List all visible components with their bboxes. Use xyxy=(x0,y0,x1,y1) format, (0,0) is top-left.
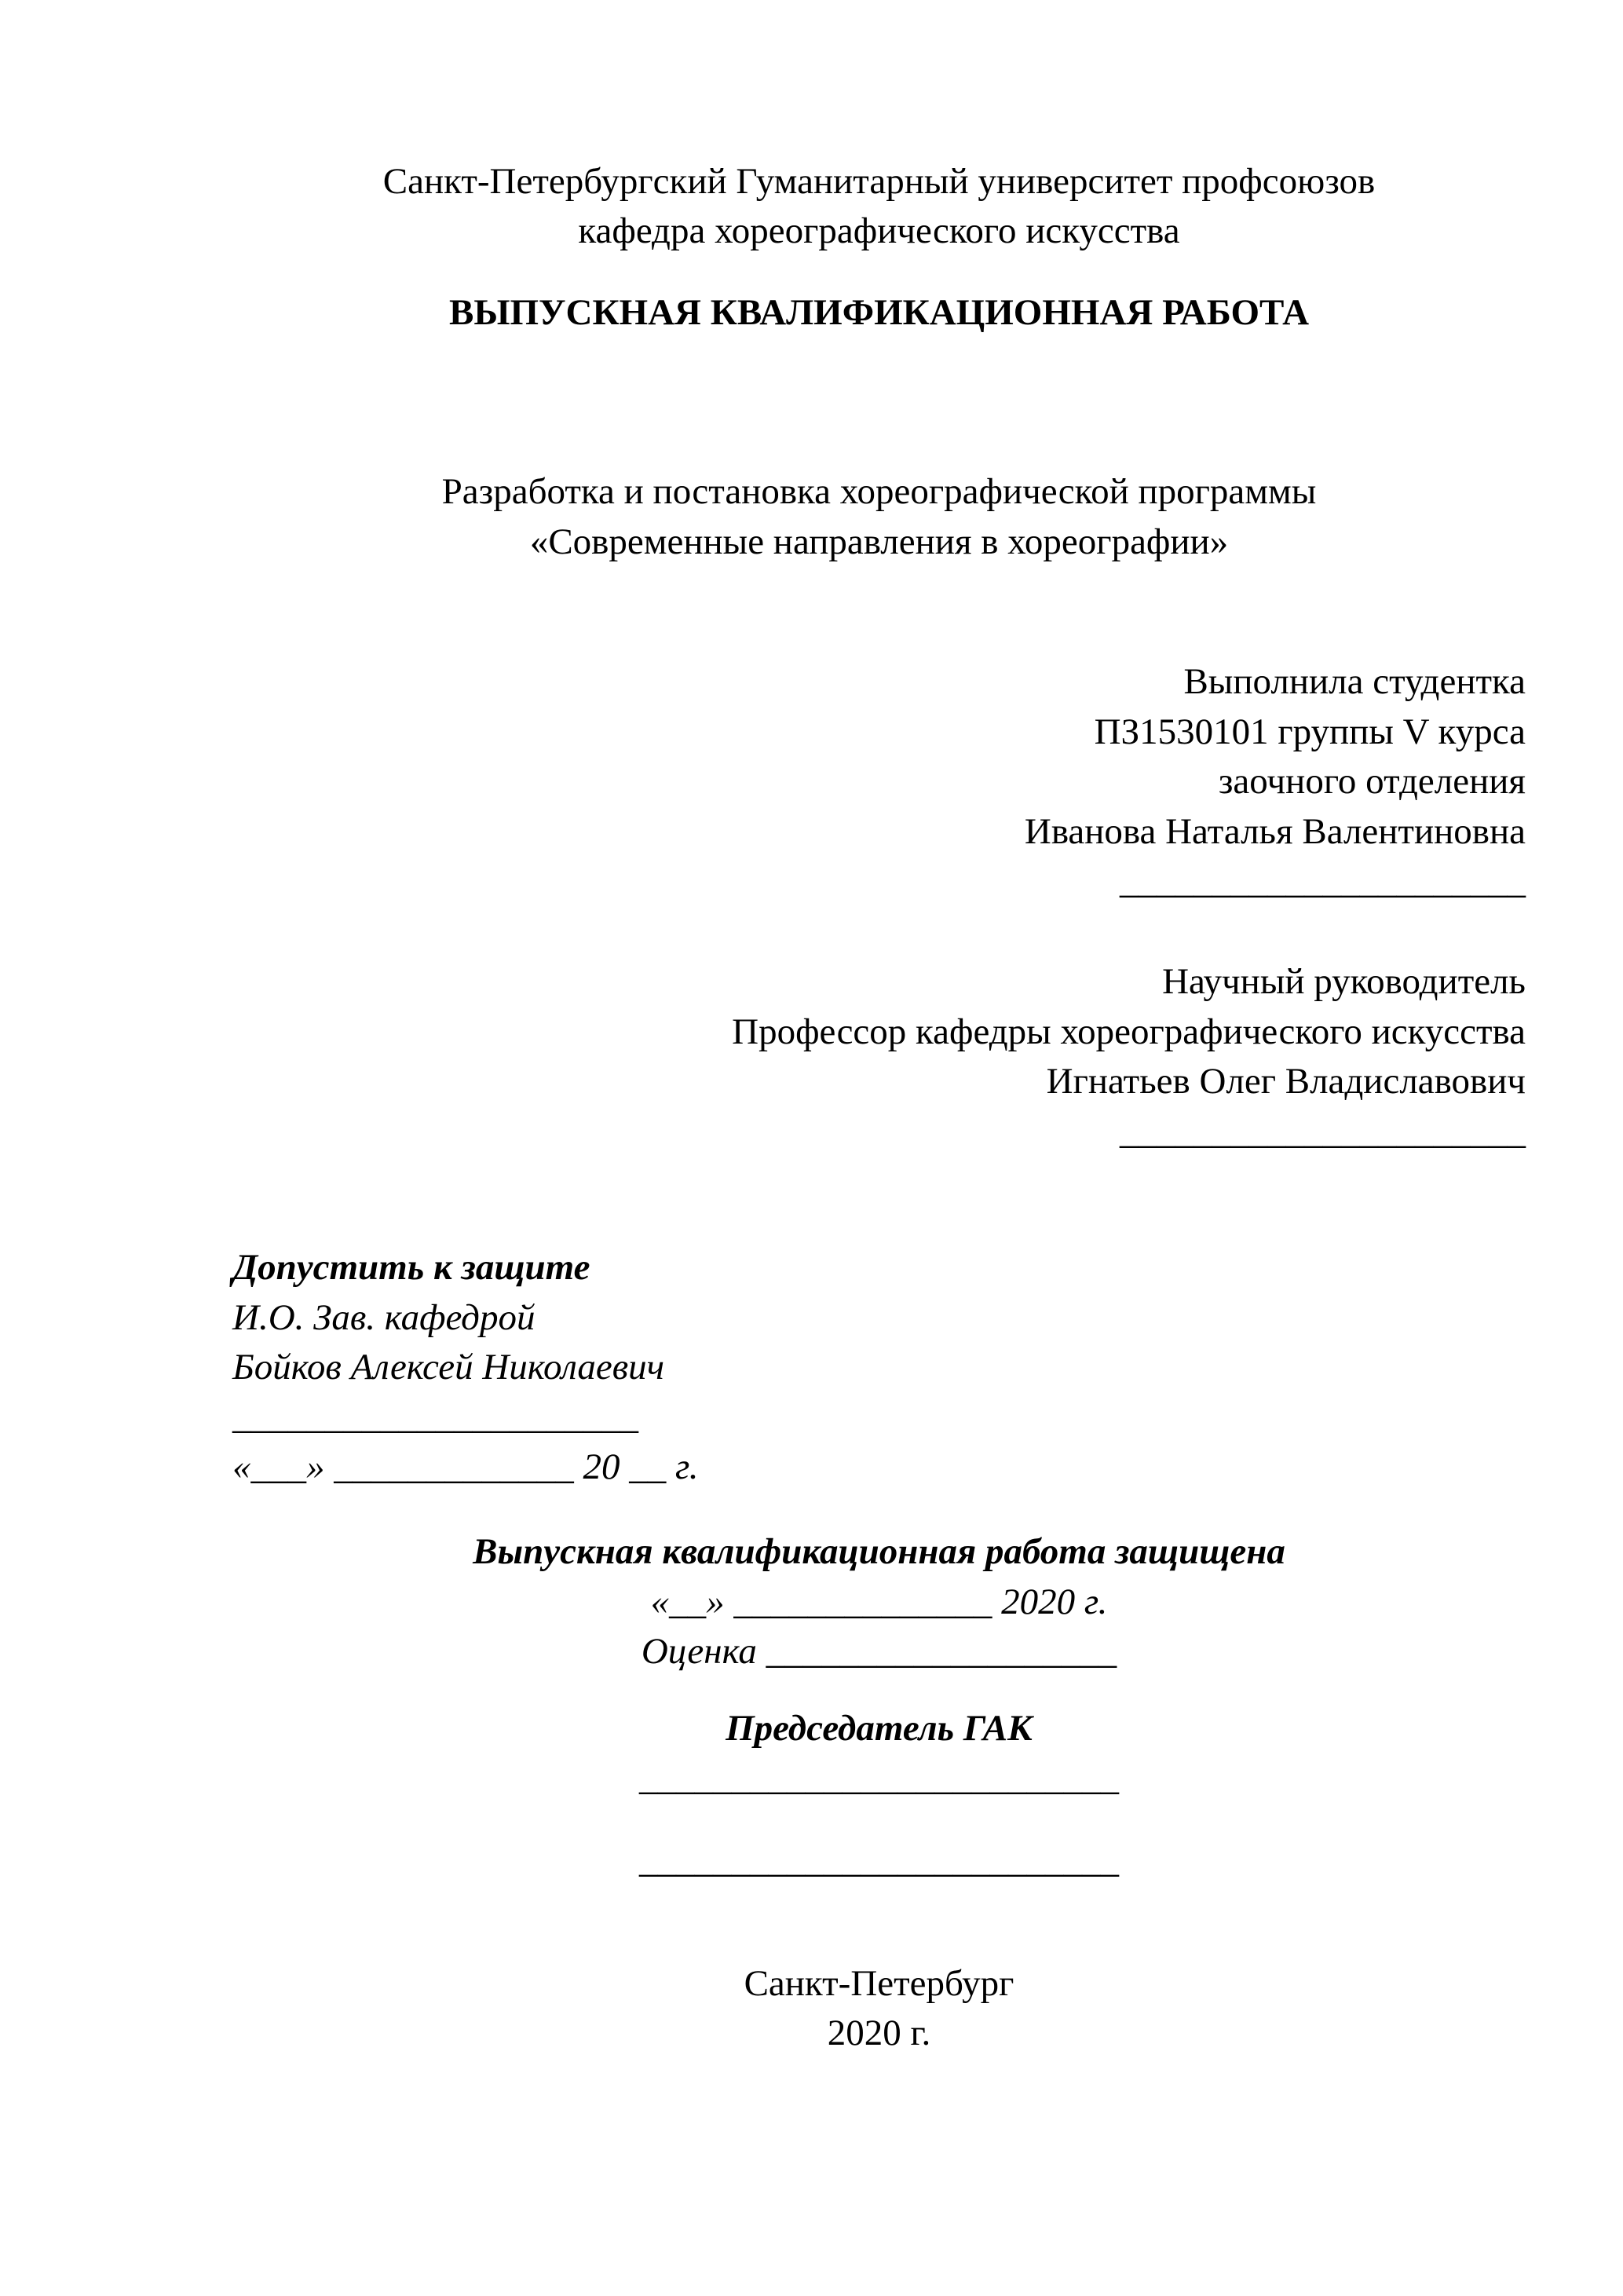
student-role: Выполнила студентка xyxy=(1183,661,1526,703)
student-signature-line: ______________________ xyxy=(1120,860,1526,901)
student-group: ПЗ1530101 группы V курса xyxy=(1094,711,1526,752)
admission-block xyxy=(232,1243,1526,1492)
university-header xyxy=(232,157,1526,257)
university-name: Санкт-Петербургский Гуманитарный университет профсоюзов xyxy=(382,161,1376,202)
advisor-signature-line: ______________________ xyxy=(1120,1110,1526,1152)
defense-date-line: «__» ______________ 2020 г. xyxy=(650,1581,1108,1622)
topic-block xyxy=(232,467,1526,567)
chairman-signature-line-2: __________________________ xyxy=(639,1839,1119,1881)
work-type-title xyxy=(232,288,1526,338)
advisor-block xyxy=(232,957,1526,1157)
chairman-title: Председатель ГАК xyxy=(726,1707,1033,1749)
advisor-name: Игнатьев Олег Владиславович xyxy=(1046,1061,1526,1102)
admission-date-line: «___» _____________ 20 __ г. xyxy=(232,1446,699,1487)
topic-line-2: «Современные направления в хореографии» xyxy=(529,521,1229,562)
footer-block xyxy=(232,1959,1526,2059)
admission-signature-line: ______________________ xyxy=(232,1396,638,1438)
defense-title: Выпускная квалификационная работа защищена xyxy=(473,1531,1285,1573)
defense-grade-line: Оценка ___________________ xyxy=(641,1631,1117,1673)
student-department-form: заочного отделения xyxy=(1218,761,1526,803)
chairman-signature-line-1: __________________________ xyxy=(639,1757,1119,1799)
defense-block xyxy=(232,1527,1526,1885)
work-type-title-text: ВЫПУСКНАЯ КВАЛИФИКАЦИОННАЯ РАБОТА xyxy=(448,291,1310,333)
footer-city: Санкт-Петербург xyxy=(744,1962,1014,2004)
admission-title: Допустить к защите xyxy=(232,1247,590,1289)
department-name: кафедра хореографического искусства xyxy=(578,210,1180,252)
student-name: Иванова Наталья Валентиновна xyxy=(1024,810,1526,852)
student-block xyxy=(232,657,1526,906)
topic-line-1: Разработка и постановка хореографической программы xyxy=(441,471,1317,513)
advisor-position: Профессор кафедры хореографического искусства xyxy=(732,1011,1526,1052)
advisor-role: Научный руководитель xyxy=(1162,961,1526,1003)
footer-year: 2020 г. xyxy=(827,2013,931,2054)
admission-position: И.О. Зав. кафедрой xyxy=(232,1296,536,1338)
admission-head-name: Бойков Алексей Николаевич xyxy=(232,1347,665,1387)
